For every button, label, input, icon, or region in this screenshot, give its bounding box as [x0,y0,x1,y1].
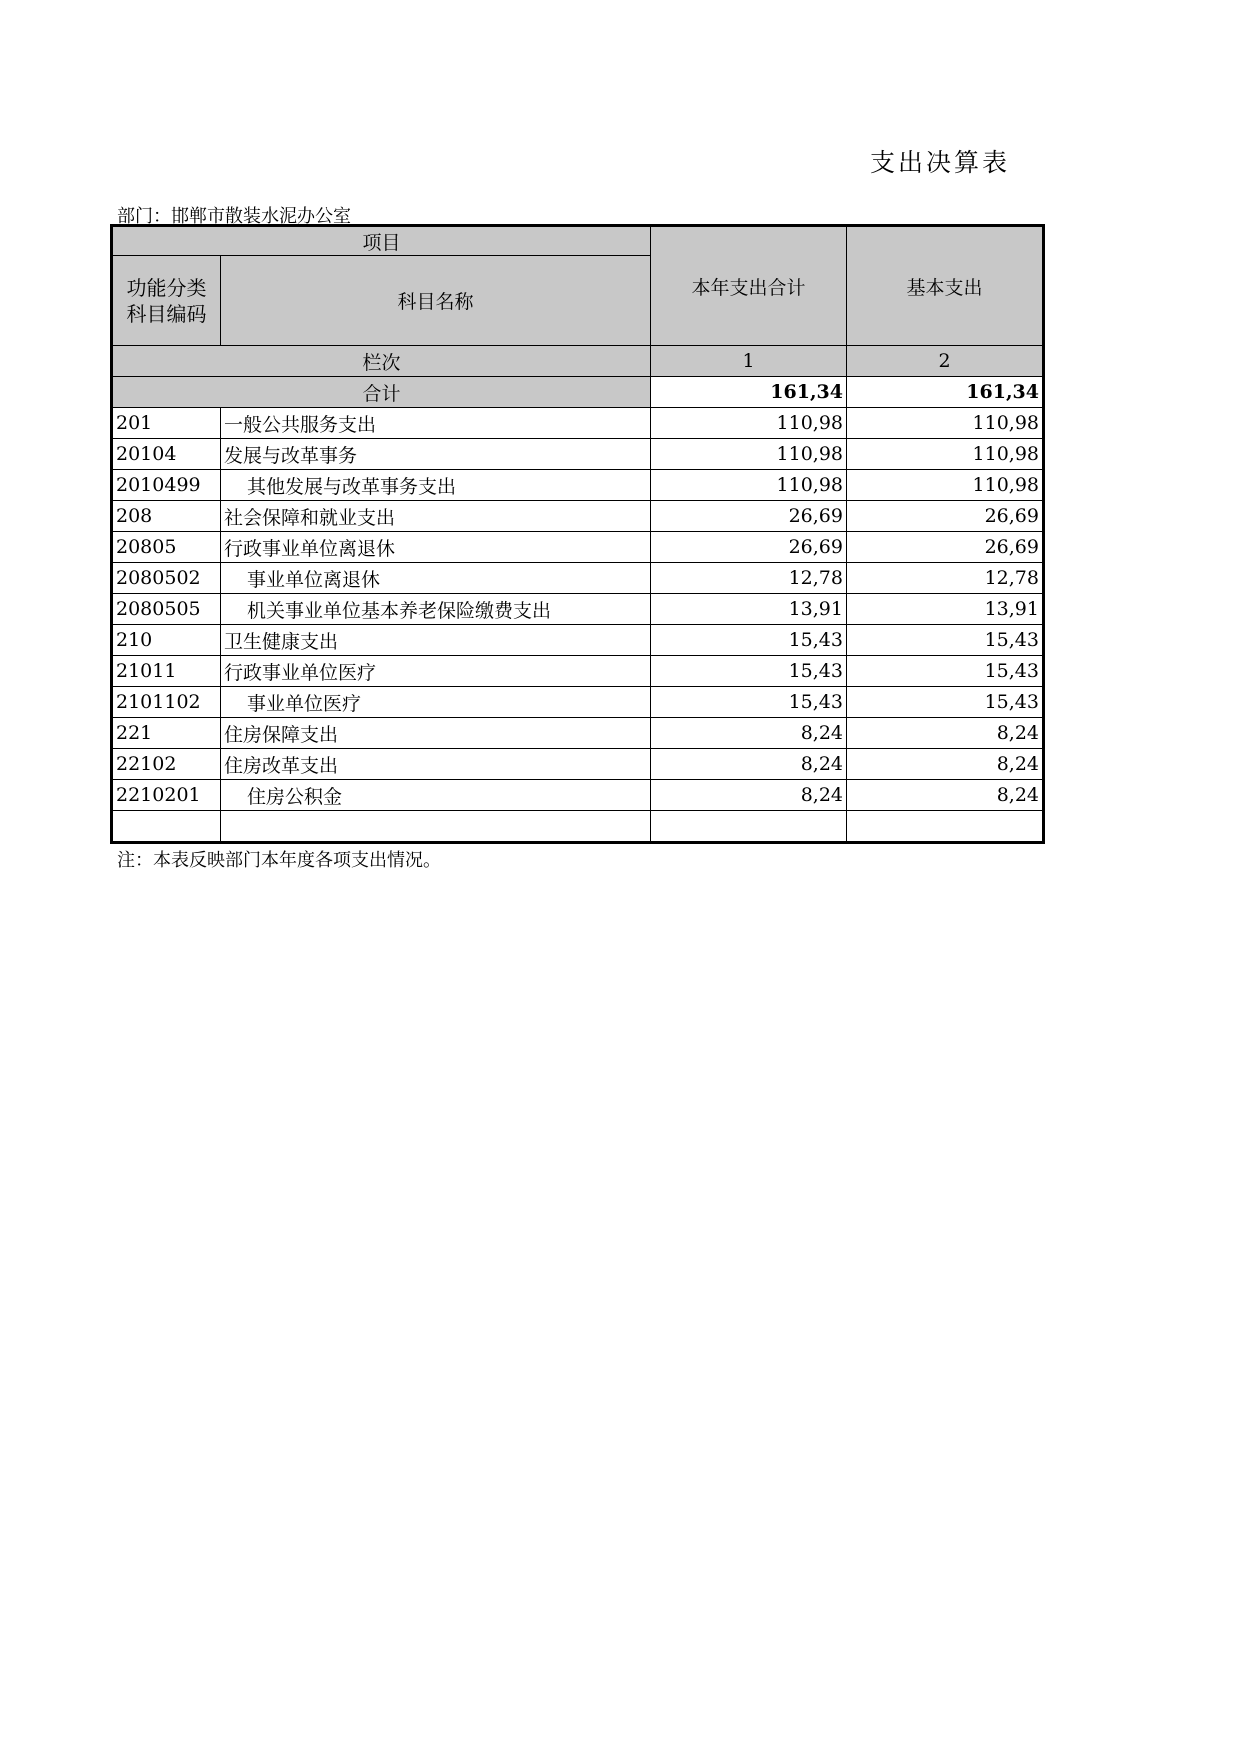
row-name: 行政事业单位离退休 [221,532,651,563]
header-code-line1: 功能分类 [126,275,207,300]
row-code: 210 [113,625,221,656]
table-row [113,749,1043,780]
row-name: 事业单位医疗 [221,687,651,718]
table-row [113,594,1043,625]
row-code: 201 [113,408,221,439]
row-code: 20805 [113,532,221,563]
row-total: 8,24 [651,780,847,811]
table-row [113,780,1043,811]
table-row [113,656,1043,687]
expenditure-table [112,226,1043,842]
total-col2: 161,34 [847,377,1043,408]
index-label: 栏次 [113,346,651,377]
blank-cell [221,811,651,842]
table-row [113,532,1043,563]
blank-cell [651,811,847,842]
row-code: 221 [113,718,221,749]
row-total: 15,43 [651,625,847,656]
row-total: 15,43 [651,656,847,687]
table-row [113,625,1043,656]
row-name: 发展与改革事务 [221,439,651,470]
row-total: 26,69 [651,501,847,532]
table-row [113,563,1043,594]
row-total: 12,78 [651,563,847,594]
row-total: 110,98 [651,408,847,439]
row-total: 8,24 [651,749,847,780]
row-code: 2101102 [113,687,221,718]
row-code: 2210201 [113,780,221,811]
row-total: 110,98 [651,439,847,470]
row-basic: 110,98 [847,439,1043,470]
department-label: 部门：邯郸市散装水泥办公室 [117,206,351,227]
row-basic: 26,69 [847,501,1043,532]
row-code: 2010499 [113,470,221,501]
row-basic: 15,43 [847,687,1043,718]
row-total: 15,43 [651,687,847,718]
row-name: 一般公共服务支出 [221,408,651,439]
header-col1: 本年支出合计 [651,227,847,346]
row-code: 20104 [113,439,221,470]
row-code: 2080502 [113,563,221,594]
footnote: 注：本表反映部门本年度各项支出情况。 [117,850,441,871]
row-basic: 15,43 [847,656,1043,687]
header-row-index [113,346,1043,377]
row-name: 卫生健康支出 [221,625,651,656]
blank-cell [847,811,1043,842]
index-col1: 1 [651,346,847,377]
header-project: 项目 [113,227,651,256]
header-code [113,256,221,346]
total-col1: 161,34 [651,377,847,408]
row-name: 住房改革支出 [221,749,651,780]
row-code: 2080505 [113,594,221,625]
row-name: 住房保障支出 [221,718,651,749]
row-name: 住房公积金 [221,780,651,811]
row-basic: 8,24 [847,749,1043,780]
row-total: 110,98 [651,470,847,501]
row-code: 21011 [113,656,221,687]
row-basic: 26,69 [847,532,1043,563]
row-total: 13,91 [651,594,847,625]
row-basic: 8,24 [847,718,1043,749]
row-basic: 12,78 [847,563,1043,594]
table-row [113,501,1043,532]
table-row [113,408,1043,439]
header-code-line2: 科目编码 [126,301,207,326]
row-name: 机关事业单位基本养老保险缴费支出 [221,594,651,625]
table-row [113,470,1043,501]
row-total: 26,69 [651,532,847,563]
header-row-project [113,227,1043,256]
row-basic: 110,98 [847,470,1043,501]
table-row [113,439,1043,470]
row-name: 其他发展与改革事务支出 [221,470,651,501]
row-name: 行政事业单位医疗 [221,656,651,687]
total-row [113,377,1043,408]
table-row [113,718,1043,749]
row-basic: 8,24 [847,780,1043,811]
row-basic: 110,98 [847,408,1043,439]
row-basic: 15,43 [847,625,1043,656]
row-code: 208 [113,501,221,532]
table-row [113,687,1043,718]
row-basic: 13,91 [847,594,1043,625]
page-title: 支出决算表 [870,148,1011,177]
blank-cell [113,811,221,842]
header-col2: 基本支出 [847,227,1043,346]
row-name: 社会保障和就业支出 [221,501,651,532]
blank-row [113,811,1043,842]
total-label: 合计 [113,377,651,408]
index-col2: 2 [847,346,1043,377]
header-name: 科目名称 [221,256,651,346]
row-name: 事业单位离退休 [221,563,651,594]
row-total: 8,24 [651,718,847,749]
row-code: 22102 [113,749,221,780]
